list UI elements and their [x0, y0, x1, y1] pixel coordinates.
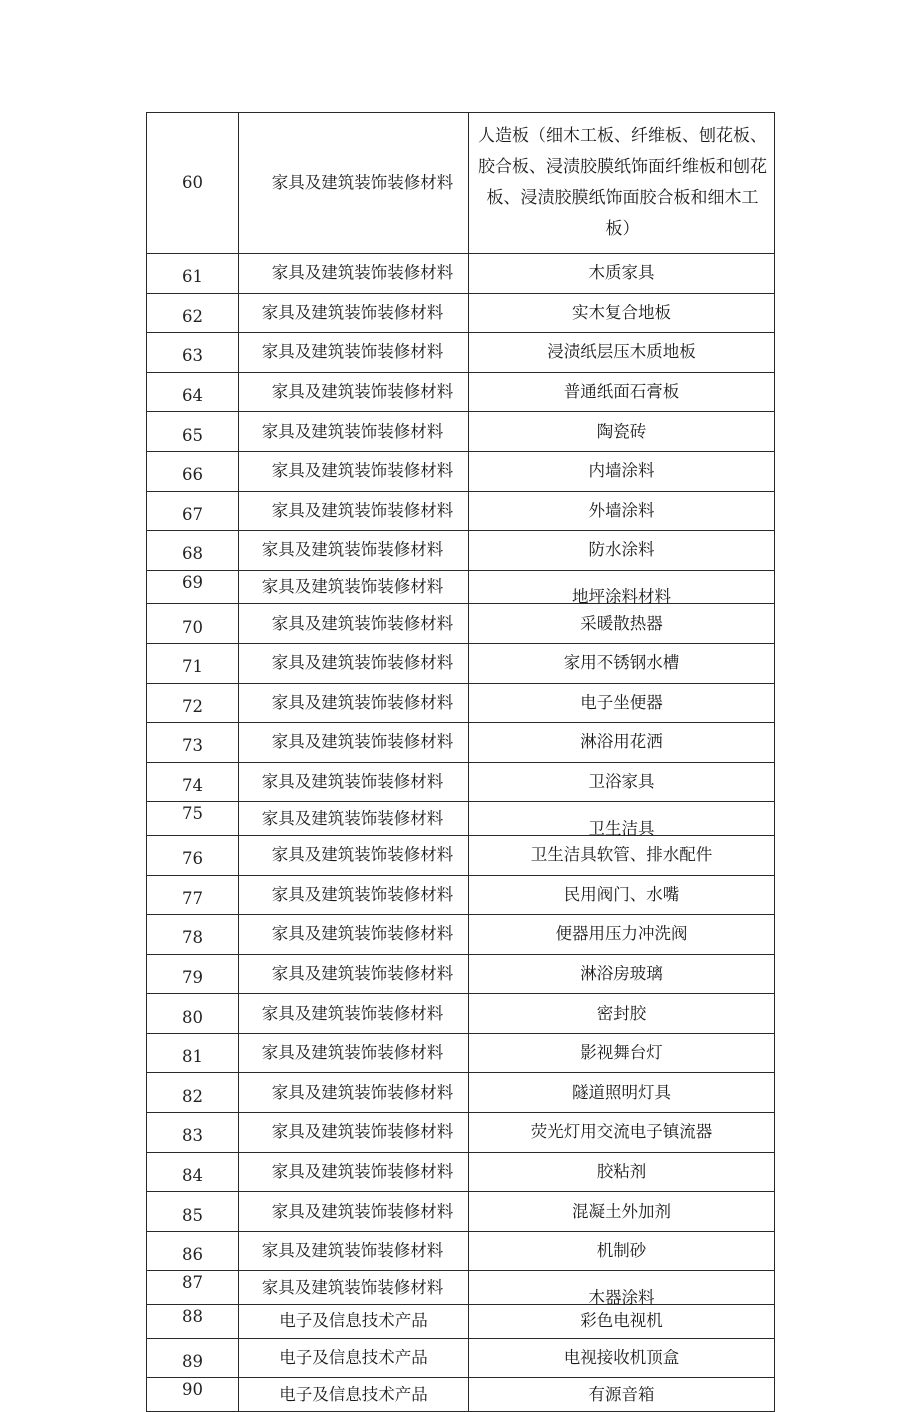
product-text: 陶瓷砖 — [596, 421, 647, 441]
table-row — [147, 451, 775, 491]
category-cell — [239, 762, 469, 802]
category-text: 家具及建筑装饰装修材料 — [271, 500, 454, 520]
product-text: 防水涂料 — [588, 540, 655, 560]
row-number: 64 — [147, 372, 239, 412]
table-row — [147, 531, 775, 571]
product-text: 混凝土外加剂 — [572, 1201, 671, 1221]
table-row — [147, 1073, 775, 1113]
row-number: 88 — [147, 1305, 239, 1339]
product-cell — [469, 1271, 775, 1308]
product-text: 民用阀门、水嘴 — [563, 884, 680, 904]
product-cell — [469, 570, 775, 607]
category-cell — [239, 113, 469, 254]
product-cell — [469, 1231, 775, 1271]
product-cell — [469, 372, 775, 412]
row-number: 83 — [147, 1113, 239, 1153]
table-row — [147, 835, 775, 875]
product-cell — [469, 835, 775, 875]
category-cell — [239, 293, 469, 333]
row-number: 68 — [147, 531, 239, 571]
product-cell — [469, 1338, 775, 1378]
category-cell — [239, 1113, 469, 1153]
category-cell — [239, 875, 469, 915]
category-text: 家具及建筑装饰装修材料 — [261, 1277, 444, 1297]
product-cell — [469, 333, 775, 373]
category-cell — [239, 835, 469, 875]
row-number: 61 — [147, 254, 239, 294]
table-row — [147, 915, 775, 955]
product-cell — [469, 451, 775, 491]
category-text: 家具及建筑装饰装修材料 — [271, 613, 454, 633]
row-number: 76 — [147, 835, 239, 875]
product-text: 荧光灯用交流电子镇流器 — [530, 1122, 713, 1142]
category-cell — [239, 1152, 469, 1192]
category-cell — [239, 802, 469, 836]
category-cell — [239, 954, 469, 994]
product-text: 地坪涂料材料 — [572, 587, 671, 607]
table-row — [147, 683, 775, 723]
product-text: 密封胶 — [596, 1003, 647, 1023]
category-cell — [239, 994, 469, 1034]
row-number: 67 — [147, 491, 239, 531]
row-number: 81 — [147, 1033, 239, 1073]
product-cell — [469, 954, 775, 994]
row-number: 74 — [147, 762, 239, 802]
product-text: 卫生洁具 — [588, 818, 655, 838]
category-cell — [239, 570, 469, 604]
category-text: 家具及建筑装饰装修材料 — [261, 1003, 444, 1023]
row-number: 65 — [147, 412, 239, 452]
category-text: 家具及建筑装饰装修材料 — [271, 692, 454, 712]
category-text: 家具及建筑装饰装修材料 — [261, 1043, 444, 1063]
product-text: 电子坐便器 — [580, 692, 663, 712]
product-catalog-table — [146, 112, 775, 1412]
product-cell — [469, 113, 775, 254]
category-cell — [239, 683, 469, 723]
category-cell — [239, 1378, 469, 1412]
table-row — [147, 802, 775, 836]
table-row — [147, 113, 775, 254]
category-text: 家具及建筑装饰装修材料 — [271, 1122, 454, 1142]
category-text: 家具及建筑装饰装修材料 — [271, 963, 454, 983]
row-number: 84 — [147, 1152, 239, 1192]
table-row — [147, 762, 775, 802]
table-row — [147, 1152, 775, 1192]
category-text: 电子及信息技术产品 — [279, 1384, 428, 1404]
product-text: 影视舞台灯 — [580, 1043, 663, 1063]
product-text: 木器涂料 — [588, 1288, 655, 1308]
row-number: 89 — [147, 1338, 239, 1378]
row-number: 80 — [147, 994, 239, 1034]
row-number: 77 — [147, 875, 239, 915]
category-cell — [239, 333, 469, 373]
table-row — [147, 372, 775, 412]
product-text: 电视接收机顶盒 — [563, 1347, 680, 1367]
category-cell — [239, 491, 469, 531]
category-text: 家具及建筑装饰装修材料 — [261, 772, 444, 792]
row-number: 63 — [147, 333, 239, 373]
row-number: 70 — [147, 604, 239, 644]
category-text: 家具及建筑装饰装修材料 — [271, 732, 454, 752]
product-cell — [469, 723, 775, 763]
category-text: 家具及建筑装饰装修材料 — [271, 382, 454, 402]
product-cell — [469, 915, 775, 955]
product-text: 采暖散热器 — [580, 613, 663, 633]
product-text: 有源音箱 — [588, 1384, 655, 1404]
category-text: 家具及建筑装饰装修材料 — [271, 653, 454, 673]
category-text: 家具及建筑装饰装修材料 — [271, 1161, 454, 1181]
row-number: 71 — [147, 643, 239, 683]
product-text: 人造板（细木工板、纤维板、刨花板、胶合板、浸渍胶膜纸饰面纤维板和刨花板、浸渍胶膜纸饰面胶合板和细木工板） — [478, 126, 767, 239]
category-cell — [239, 412, 469, 452]
product-text: 机制砂 — [596, 1241, 647, 1261]
product-text: 家用不锈钢水槽 — [563, 653, 680, 673]
product-cell — [469, 875, 775, 915]
product-cell — [469, 293, 775, 333]
category-text: 家具及建筑装饰装修材料 — [271, 845, 454, 865]
product-cell — [469, 1073, 775, 1113]
category-text: 家具及建筑装饰装修材料 — [261, 540, 444, 560]
category-text: 家具及建筑装饰装修材料 — [261, 342, 444, 362]
row-number: 86 — [147, 1231, 239, 1271]
product-text: 便器用压力冲洗阀 — [555, 924, 688, 944]
table-row — [147, 293, 775, 333]
product-text: 外墙涂料 — [588, 500, 655, 520]
category-text: 家具及建筑装饰装修材料 — [271, 461, 454, 481]
product-text: 淋浴用花洒 — [580, 732, 663, 752]
product-text: 卫生洁具软管、排水配件 — [530, 845, 713, 865]
table-row — [147, 1378, 775, 1412]
table-row — [147, 570, 775, 604]
product-cell — [469, 531, 775, 571]
table-row — [147, 1338, 775, 1378]
table-row — [147, 412, 775, 452]
product-text: 浸渍纸层压木质地板 — [547, 342, 696, 362]
category-text: 家具及建筑装饰装修材料 — [271, 1082, 454, 1102]
category-text: 电子及信息技术产品 — [279, 1311, 428, 1331]
product-cell — [469, 1305, 775, 1339]
row-number: 79 — [147, 954, 239, 994]
row-number: 87 — [147, 1271, 239, 1305]
product-text: 隧道照明灯具 — [572, 1082, 671, 1102]
product-cell — [469, 643, 775, 683]
category-cell — [239, 643, 469, 683]
row-number: 90 — [147, 1378, 239, 1412]
product-cell — [469, 254, 775, 294]
product-cell — [469, 762, 775, 802]
product-cell — [469, 1152, 775, 1192]
category-cell — [239, 1192, 469, 1232]
table-row — [147, 954, 775, 994]
category-cell — [239, 1231, 469, 1271]
table-row — [147, 1231, 775, 1271]
product-text: 普通纸面石膏板 — [563, 382, 680, 402]
product-text: 实木复合地板 — [572, 302, 671, 322]
category-cell — [239, 915, 469, 955]
product-text: 卫浴家具 — [588, 772, 655, 792]
table-row — [147, 1192, 775, 1232]
category-cell — [239, 372, 469, 412]
row-number: 60 — [147, 113, 239, 254]
table-row — [147, 491, 775, 531]
category-cell — [239, 1305, 469, 1339]
product-cell — [469, 1192, 775, 1232]
row-number: 72 — [147, 683, 239, 723]
category-text: 家具及建筑装饰装修材料 — [261, 577, 444, 597]
table-row — [147, 254, 775, 294]
row-number: 85 — [147, 1192, 239, 1232]
row-number: 69 — [147, 570, 239, 604]
product-cell — [469, 1033, 775, 1073]
row-number: 82 — [147, 1073, 239, 1113]
category-text: 家具及建筑装饰装修材料 — [261, 421, 444, 441]
category-cell — [239, 1338, 469, 1378]
category-cell — [239, 254, 469, 294]
table-row — [147, 875, 775, 915]
product-cell — [469, 491, 775, 531]
category-cell — [239, 604, 469, 644]
category-text: 家具及建筑装饰装修材料 — [271, 884, 454, 904]
table-row — [147, 1271, 775, 1305]
table-row — [147, 1305, 775, 1339]
product-cell — [469, 683, 775, 723]
product-cell — [469, 412, 775, 452]
table-row — [147, 1033, 775, 1073]
category-cell — [239, 531, 469, 571]
category-text: 家具及建筑装饰装修材料 — [271, 263, 454, 283]
table-row — [147, 643, 775, 683]
product-text: 胶粘剂 — [596, 1161, 647, 1181]
product-cell — [469, 1378, 775, 1412]
category-text: 家具及建筑装饰装修材料 — [271, 924, 454, 944]
product-cell — [469, 604, 775, 644]
table-row — [147, 604, 775, 644]
category-text: 家具及建筑装饰装修材料 — [271, 173, 454, 192]
product-text: 淋浴房玻璃 — [580, 963, 663, 983]
row-number: 62 — [147, 293, 239, 333]
table-row — [147, 1113, 775, 1153]
row-number: 73 — [147, 723, 239, 763]
table-row — [147, 723, 775, 763]
product-cell — [469, 994, 775, 1034]
table-row — [147, 333, 775, 373]
product-cell — [469, 1113, 775, 1153]
row-number: 78 — [147, 915, 239, 955]
category-cell — [239, 1073, 469, 1113]
category-text: 家具及建筑装饰装修材料 — [261, 808, 444, 828]
category-text: 家具及建筑装饰装修材料 — [261, 302, 444, 322]
product-cell — [469, 802, 775, 836]
product-text: 彩色电视机 — [580, 1311, 663, 1331]
table-row — [147, 994, 775, 1034]
row-number: 75 — [147, 802, 239, 836]
product-text: 木质家具 — [588, 263, 655, 283]
category-cell — [239, 1271, 469, 1305]
category-text: 家具及建筑装饰装修材料 — [271, 1201, 454, 1221]
category-cell — [239, 723, 469, 763]
category-text: 家具及建筑装饰装修材料 — [261, 1241, 444, 1261]
category-text: 电子及信息技术产品 — [279, 1347, 428, 1367]
category-cell — [239, 1033, 469, 1073]
product-text: 内墙涂料 — [588, 461, 655, 481]
category-cell — [239, 451, 469, 491]
row-number: 66 — [147, 451, 239, 491]
